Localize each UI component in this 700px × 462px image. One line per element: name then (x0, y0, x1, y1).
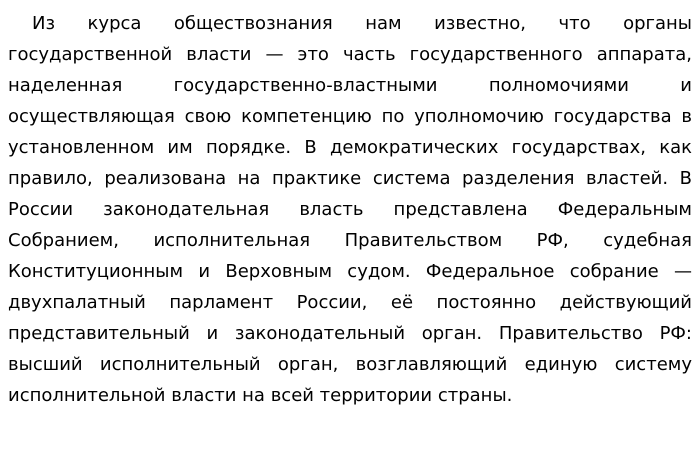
document-body (8, 8, 692, 411)
paragraph-text: Из курса обществознания нам известно, что органы государственной власти — это часть государственного аппарата, наделенная государственно-властными полномочиями и осуществляющая свою компетенцию по уполномочию государства в установленном им порядке. В демократических государствах, как правило, реализована на практике система разделения властей. В России законодательная власть представлена Федеральным Собранием, исполнительная Правительством РФ, судебная Конституционным и Верховным судом. Федеральное собрание — двухпалатный парламент России, её постоянно действующий представительный и законодательный орган. Правительство РФ: высший исполнительный орган, возглавляющий единую систему исполнительной власти на всей территории страны. (8, 13, 692, 406)
